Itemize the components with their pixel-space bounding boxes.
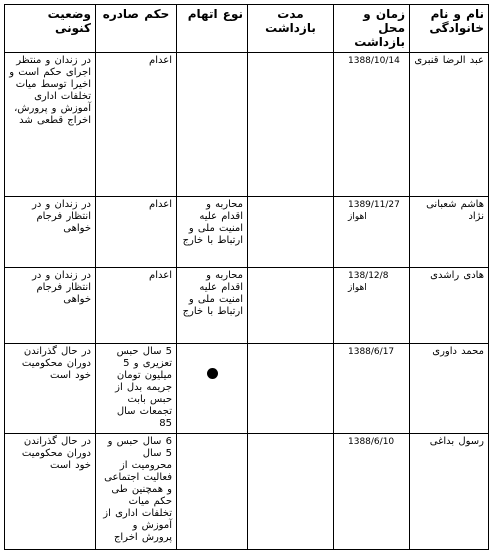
table-row <box>5 268 489 344</box>
cell-charge <box>177 344 248 434</box>
cell-sentence: اعدام <box>96 197 177 268</box>
cell-city: اهواز <box>348 283 367 293</box>
table-row <box>5 197 489 268</box>
cell-date: 1389/11/27 <box>348 200 400 210</box>
header-name: نام و نام خانوادگی <box>410 5 489 53</box>
cell-status: در حال گذراندن دوران محکومیت خود است <box>5 434 96 550</box>
cell-name: عبد الرضا قنبری <box>410 53 489 197</box>
table-row <box>5 434 489 550</box>
cell-sentence: اعدام <box>96 53 177 197</box>
table-row <box>5 53 489 197</box>
header-status: وضعیت کنونی <box>5 5 96 53</box>
cell-time-place <box>334 268 410 344</box>
cell-sentence: اعدام <box>96 268 177 344</box>
black-dot-icon <box>207 368 218 379</box>
cell-date: 1388/10/14 <box>348 56 400 66</box>
cell-charge <box>177 434 248 550</box>
cell-duration <box>248 344 334 434</box>
header-duration: مدت بازداشت <box>248 5 334 53</box>
cell-time-place <box>334 197 410 268</box>
cell-charge: محاربه و اقدام علیه امنیت ملی و ارتباط با خارج <box>177 268 248 344</box>
cell-time-place <box>334 53 410 197</box>
cell-date: 1388/6/10 <box>348 437 395 447</box>
cell-charge: محاربه و اقدام علیه امنیت ملی و ارتباط با خارج <box>177 197 248 268</box>
cell-sentence: 5 سال حبس تعزیری و 5 میلیون تومان جریمه بدل از حبس بابت تجمعات سال 85 <box>96 344 177 434</box>
cell-time-place <box>334 434 410 550</box>
cell-name: هادی راشدی <box>410 268 489 344</box>
cell-status: در زندان و در انتظار فرجام خواهی <box>5 268 96 344</box>
table-row <box>5 344 489 434</box>
cell-charge <box>177 53 248 197</box>
table-header-row <box>5 5 489 53</box>
cell-duration <box>248 197 334 268</box>
cell-duration <box>248 53 334 197</box>
cell-sentence: 6 سال حبس و 5 سال محرومیت از فعالیت اجتماعی و همچنین طی حکم میات تخلفات اداری از آموزش و پرورش اخراج <box>96 434 177 550</box>
cell-name: هاشم شعبانی نژاد <box>410 197 489 268</box>
cell-city: اهواز <box>348 212 367 222</box>
header-time-place: زمان و محل بازداشت <box>334 5 410 53</box>
header-sentence: حکم صادره <box>96 5 177 53</box>
cell-status: در زندان و منتظر اجرای حکم است و اخیرا توسط میات تخلفات اداری آموزش و پرورش، اخراج قطعی شد <box>5 53 96 197</box>
cell-date: 138/12/8 <box>348 271 389 281</box>
cell-duration <box>248 268 334 344</box>
cell-name: محمد داوری <box>410 344 489 434</box>
cell-status: در حال گذراندن دوران محکومیت خود است <box>5 344 96 434</box>
header-charge: نوع اتهام <box>177 5 248 53</box>
cell-date: 1388/6/17 <box>348 347 395 357</box>
cell-name: رسول بداغی <box>410 434 489 550</box>
prisoners-table <box>4 4 489 550</box>
cell-time-place <box>334 344 410 434</box>
cell-duration <box>248 434 334 550</box>
cell-status: در زندان و در انتظار فرجام خواهی <box>5 197 96 268</box>
